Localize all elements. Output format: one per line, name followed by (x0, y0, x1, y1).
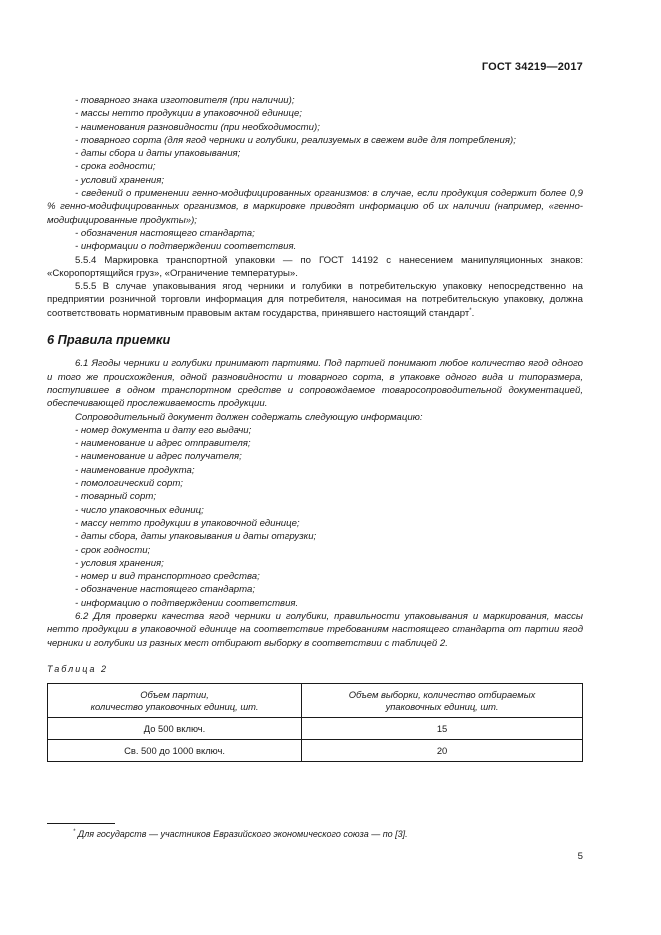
col-sample-size-header-line2: упаковочных единиц, шт. (385, 700, 499, 712)
list-item: - массы нетто продукции в упаковочной единице; (75, 108, 302, 120)
page-number: 5 (577, 851, 583, 862)
gmo-item: - сведений о применении генно-модифицированных организмов: в случае, если продукция содержит более 0,9 % генно-модифицированных организмов, в маркировке приводят информацию об их наличии (например, «генно-модифицированные продукты»); (47, 188, 583, 226)
list-item: - число упаковочных единиц; (75, 504, 204, 516)
paragraph-5-5-4: 5.5.4 Маркировка транспортной упаковки — по ГОСТ 14192 с нанесением манипуляционных знаков: «Скоропортящийся груз», «Ограничение температуры». (47, 254, 583, 279)
footnote-separator (47, 823, 115, 824)
paragraph-5-5-5 (47, 280, 583, 320)
standard-designation: ГОСТ 34219—2017 (481, 61, 583, 73)
list-item: - информацию о подтверждении соответствия. (75, 597, 299, 609)
col-sample-size-header (302, 684, 583, 718)
list-item: - наименование и адрес получателя; (75, 451, 242, 463)
table-row (48, 718, 583, 740)
table-header-row (48, 684, 583, 718)
list-item: - наименование продукта; (75, 464, 195, 476)
list-item: - наименование и адрес отправителя; (75, 438, 251, 450)
paragraph-5-5-5-text: 5.5.5 В случае упаковывания ягод черники и голубики в потребительскую упаковку непосредственно на предприятии розничной торговли информация для потребителя, наносимая на потребительскую упаковку, должна соответствовать нормативным правовым актам государства, принявшего настоящий стандарт (47, 281, 583, 319)
paragraph-6-2: 6.2 Для проверки качества ягод черники и голубики, правильности упаковывания и маркирования, массы нетто продукции в упаковочной единице на соответствие требованиям настоящего стандарта от партии ягод черники и голубики из разных мест отбирают выборку в соответствии с таблицей 2. (47, 610, 583, 649)
col-lot-size-header (48, 684, 302, 718)
col-lot-size-header-line1: Объем партии, (140, 689, 209, 701)
list-item: - информации о подтверждении соответствия. (75, 241, 297, 253)
list-item: - наименования разновидности (при необходимости); (75, 121, 320, 133)
table-caption: Таблица 2 (47, 663, 109, 674)
list-item: - товарного сорта (для ягод черники и голубики, реализуемых в свежем виде для потребления); (75, 134, 516, 146)
col-sample-size-header-line1: Объем выборки, количество отбираемых (348, 689, 536, 701)
paragraph-5-5-5-end: . (471, 307, 475, 319)
list-item: - даты сбора и даты упаковывания; (75, 148, 241, 160)
list-item: - срока годности; (75, 161, 156, 173)
list-item: - срок годности; (75, 544, 151, 556)
lot-size-cell: Св. 500 до 1000 включ. (48, 740, 302, 762)
paragraph-6-1: 6.1 Ягоды черники и голубики принимают партиями. Под партией понимают любое количество ягод одного и того же происхождения, одной разновидности и товарного сорта, в упаковке одного вида и типоразмера, поступившее в одном транспортном средстве и сопровождаемое товаросопроводительной документацией, обеспечивающей прослеживаемость продукции. (47, 358, 583, 410)
list-item: - номер документа и дату его выдачи; (75, 424, 252, 436)
footnote-mark: * (73, 829, 76, 835)
sample-size-cell: 20 (302, 740, 583, 762)
section-title: 6 Правила приемки (47, 332, 171, 348)
list-item: - обозначения настоящего стандарта; (75, 227, 255, 239)
list-item: - товарного знака изготовителя (при наличии); (75, 95, 295, 106)
table-row (48, 740, 583, 762)
sample-size-cell: 15 (302, 718, 583, 740)
page-body (47, 94, 583, 762)
list-item: - даты сбора, даты упаковывания и даты отгрузки; (75, 531, 317, 543)
list-item: - массу нетто продукции в упаковочной единице; (75, 517, 300, 529)
list-item: - товарный сорт; (75, 491, 157, 503)
sample-size-table (47, 683, 583, 762)
doc-intro: Сопроводительный документ должен содержать следующую информацию: (75, 411, 423, 423)
list-item: - условия хранения; (75, 557, 164, 569)
footnote-marker: * (469, 307, 472, 314)
lot-size-cell: До 500 включ. (48, 718, 302, 740)
list-item: - условий хранения; (75, 174, 165, 186)
list-item: - помологический сорт; (75, 478, 183, 490)
list-item: - номер и вид транспортного средства; (75, 571, 260, 583)
col-lot-size-header-line2: количество упаковочных единиц, шт. (90, 700, 259, 712)
footnote (73, 829, 408, 839)
list-item: - обозначение настоящего стандарта; (75, 584, 255, 596)
footnote-text: Для государств — участников Евразийского экономического союза — по [3]. (77, 829, 408, 839)
